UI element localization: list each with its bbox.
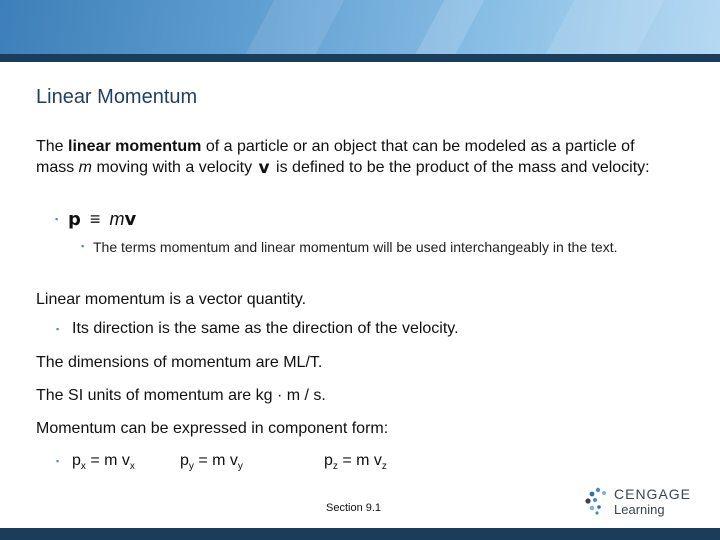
component-z: $p_z = m$ $v_z$ [324,452,387,473]
banner-glass-pane [546,0,665,54]
momentum-formula [68,209,136,230]
momentum-vector-symbol: p [68,209,81,230]
vector-quantity-line: Linear momentum is a vector quantity. [36,291,307,308]
header-divider-bar [0,54,720,62]
bullet-icon: ▪ [56,456,60,466]
header-banner [0,0,720,54]
intro-text: The [36,138,69,155]
dimensions-line: The dimensions of momentum are ML/T. [36,354,323,371]
footer-bar [0,528,720,540]
section-footer: Section 9.1 [326,502,382,514]
intro-text: of a particle or an object that can be modeled as a particle of mass [36,138,635,176]
intro-paragraph [36,136,676,178]
bullet-icon: ▪ [81,241,85,251]
intro-bold-term: linear momentum [68,138,202,155]
slide-title: Linear Momentum [36,86,198,108]
mass-symbol: m [78,159,92,176]
component-x: $p_x = m$ $v_x$ [72,452,135,473]
si-units-line: The SI units of momentum are kg · m / s. [36,387,326,404]
equivalence-symbol: ≡ [89,209,101,229]
banner-glass-pane [416,0,485,54]
cengage-logo [584,486,694,520]
banner-glass-pane [246,0,345,54]
bullet-icon: ▪ [56,324,60,334]
bullet-icon: ▪ [55,214,59,224]
logo-subwordmark: Learning [614,502,665,517]
component-form-line: Momentum can be expressed in component form: [36,420,389,437]
interchangeable-note: The terms momentum and linear momentum will be used interchangeably in the text. [93,239,618,255]
intro-text: is defined to be the product of the mass and velocity: [271,159,650,176]
direction-bullet: Its direction is the same as the direction of the velocity. [72,320,459,337]
intro-text: moving with a velocity [92,159,257,176]
cengage-dots-icon [584,486,610,516]
mass-symbol: m [109,209,125,229]
velocity-vector-symbol: v [124,209,137,230]
velocity-vector-symbol: v [258,158,270,178]
logo-wordmark: CENGAGE [614,486,692,502]
component-y: $p_y = m$ $v_y$ [180,452,243,473]
